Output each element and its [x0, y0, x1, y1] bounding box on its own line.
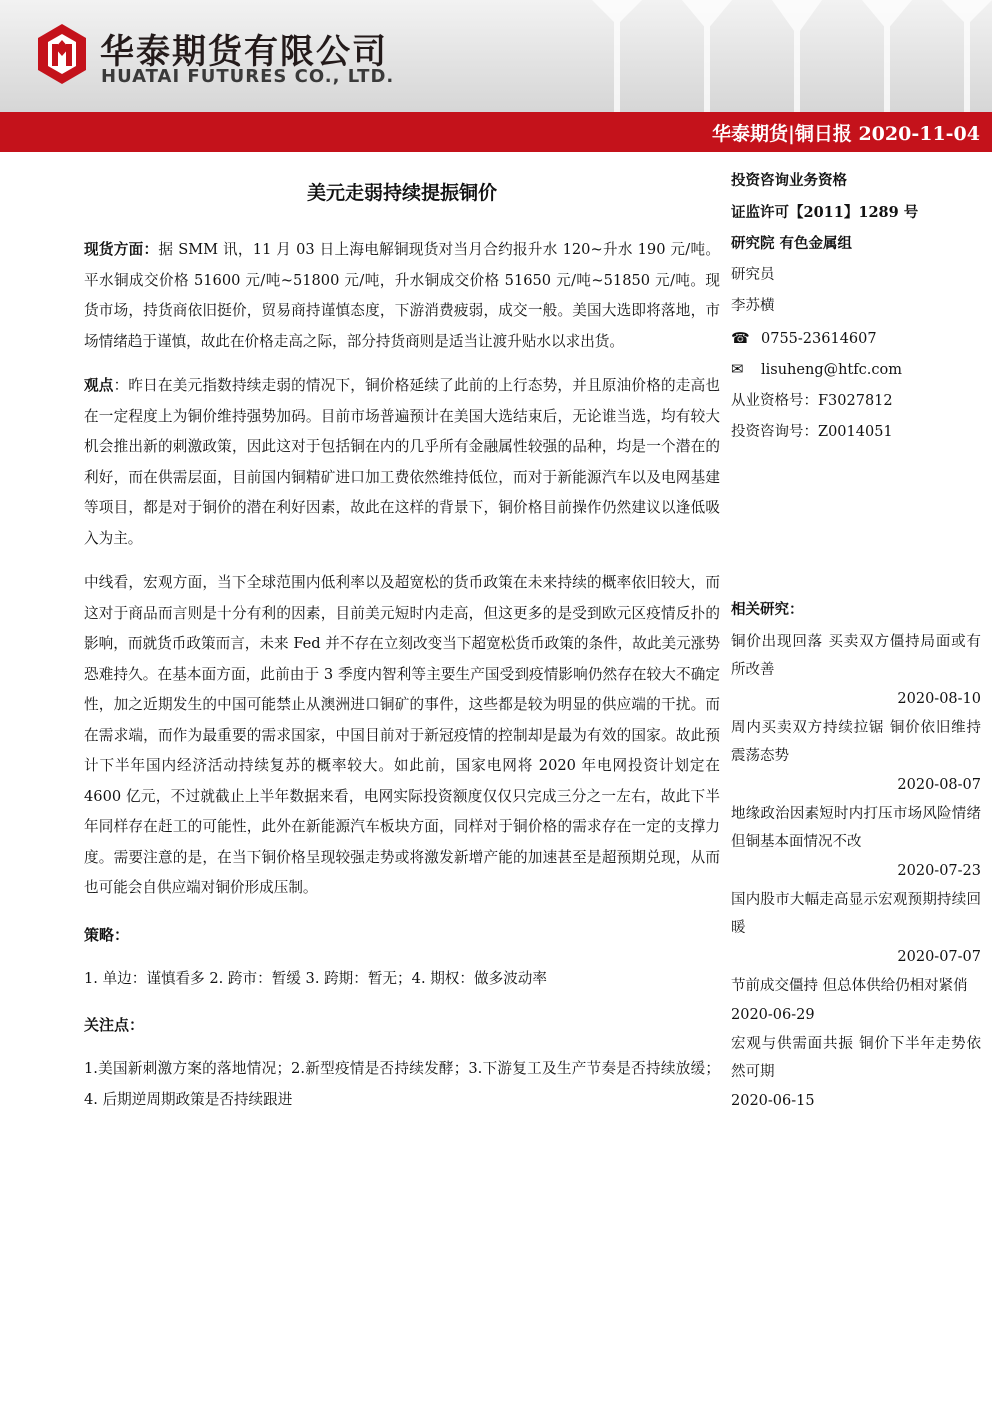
- qualification-line: 投资咨询业务资格: [731, 172, 847, 189]
- midterm-paragraph: 中线看，宏观方面，当下全球范围内低利率以及超宽松的货币政策在未来持续的概率依旧较大，而这对于商品而言则是十分有利的因素，目前美元短时内走高，但这更多的是受到欧元区疫情反扑的影响，而就货币政策而言，未来 Fed 并不存在立刻改变当下超宽松货币政策的条件，故此美元涨势恐难持久。在基本面方面，此前由于 3 季度内智利等主要生产国受到疫情影响仍然存在较大不确定性，加之近期发生的中国可能禁止从澳洲进口铜矿的事件，这些都是较为明显的供应端的干扰。而在需求端，而作为最重要的需求国家，中国目前对于新冠疫情的控制却是最为有效的国家。故此预计下半年国内经济活动持续复苏的概率较大。如此前，国家电网将 2020 年电网投资计划定在 4600 亿元，不过就截止上半年数据来看，电网实际投资额度仅仅只完成三分之一左右，故此下半年同样存在赶工的可能性，此外在新能源汽车板块方面，同样对于铜价格的需求存在一定的支撑力度。需要注意的是，在当下铜价格呈现较强走势或将激发新增产能的加速甚至是超预期兑现，从而也可能会自供应端对铜价形成压制。: [84, 574, 720, 896]
- sidebar-info: [731, 165, 981, 449]
- phone-icon: ☎: [731, 328, 750, 347]
- related-date: 2020-06-15: [731, 1093, 815, 1109]
- company-name-en: HUATAI FUTURES CO., LTD.: [101, 66, 395, 87]
- list-item[interactable]: [731, 714, 981, 800]
- consulting-license: 投资咨询号：Z0014051: [731, 424, 893, 440]
- mail-icon: ✉: [731, 360, 744, 378]
- department: 研究院 有色金属组: [731, 235, 853, 252]
- company-name-cn: 华泰期货有限公司: [100, 32, 388, 72]
- spot-paragraph: [84, 235, 720, 357]
- related-title: 节前成交僵持 但总体供给仍相对紧俏: [731, 978, 968, 994]
- related-research-list: [731, 628, 981, 1116]
- strategy-text: 1. 单边：谨慎看多 2. 跨市：暂缓 3. 跨期：暂无；4. 期权：做多波动率: [84, 969, 547, 987]
- focus-text: 1.美国新刺激方案的落地情况；2.新型疫情是否持续发酵；3.下游复工及生产节奏是否持续放缓；4. 后期逆周期政策是否持续跟进: [84, 1060, 720, 1108]
- list-item[interactable]: [731, 628, 981, 714]
- related-title: 地缘政治因素短时内打压市场风险情绪 但铜基本面情况不改: [731, 806, 981, 850]
- spot-label: 现货方面：: [84, 241, 159, 258]
- main-column: [84, 178, 720, 1129]
- header-decoration: [572, 0, 992, 112]
- related-date: 2020-06-29: [731, 1007, 815, 1023]
- page-header: [0, 0, 992, 112]
- related-title: 周内买卖双方持续拉锯 铜价依旧维持震荡态势: [731, 720, 981, 764]
- license-line: 证监许可【2011】1289 号: [731, 203, 919, 221]
- view-text: ：昨日在美元指数持续走弱的情况下，铜价格延续了此前的上行态势，并且原油价格的走高也在一定程度上为铜价维持强势加码。目前市场普遍预计在美国大选结束后，无论谁当选，均有较大机会推出新的刺激政策，因此这对于包括铜在内的几乎所有金融属性较强的品种，均是一个潜在的利好，而在供需层面，目前国内铜精矿进口加工费依然维持低位，而对于新能源汽车以及电网基建等项目，都是对于铜价的潜在利好因素，故此在这样的背景下，铜价格目前操作仍然建议以逢低吸入为主。: [84, 377, 720, 547]
- related-date: 2020-08-07: [897, 777, 981, 793]
- email-row: [731, 354, 981, 386]
- list-item[interactable]: [731, 1030, 981, 1116]
- related-title: 宏观与供需面共振 铜价下半年走势依然可期: [731, 1036, 981, 1080]
- strategy-heading: 策略：: [84, 925, 130, 944]
- spot-text: 据 SMM 讯，11 月 03 日上海电解铜现货对当月合约报升水 120~升水 190 元/吨。平水铜成交价格 51600 元/吨~51800 元/吨，升水铜成交价格 51650 元/吨~51850 元/吨。现货市场，持货商依旧挺价，贸易商持谨慎态度，下游消费疲弱，成交一般。美国大选即将落地，市场情绪趋于谨慎，故此在价格走高之际，部分持货商则是适当让渡升贴水以求出货。: [84, 241, 720, 350]
- related-date: 2020-08-10: [897, 691, 981, 707]
- phone-number: 0755-23614607: [761, 330, 877, 347]
- related-date: 2020-07-07: [897, 949, 981, 965]
- analyst-role: 研究员: [731, 266, 775, 283]
- practice-license: 从业资格号：F3027812: [731, 392, 893, 409]
- analyst-name: 李苏横: [731, 298, 775, 314]
- phone-row: [731, 323, 981, 355]
- related-title: 国内股市大幅走高显示宏观预期持续回暖: [731, 892, 981, 936]
- company-logo-icon: [36, 22, 88, 86]
- list-item[interactable]: [731, 972, 981, 1030]
- list-item[interactable]: [731, 886, 981, 972]
- report-title: 美元走弱持续提振铜价: [306, 182, 497, 204]
- view-paragraph: [84, 371, 720, 554]
- related-title: 铜价出现回落 买卖双方僵持局面或有所改善: [731, 634, 981, 678]
- focus-heading: 关注点：: [84, 1016, 145, 1034]
- related-date: 2020-07-23: [897, 863, 981, 879]
- related-research-heading: 相关研究：: [731, 601, 804, 618]
- view-label: 观点: [84, 377, 114, 394]
- report-date-label: 华泰期货|铜日报 2020-11-04: [711, 123, 980, 145]
- list-item[interactable]: [731, 800, 981, 886]
- report-title-bar: [0, 112, 992, 152]
- email-address[interactable]: lisuheng@htfc.com: [761, 362, 902, 378]
